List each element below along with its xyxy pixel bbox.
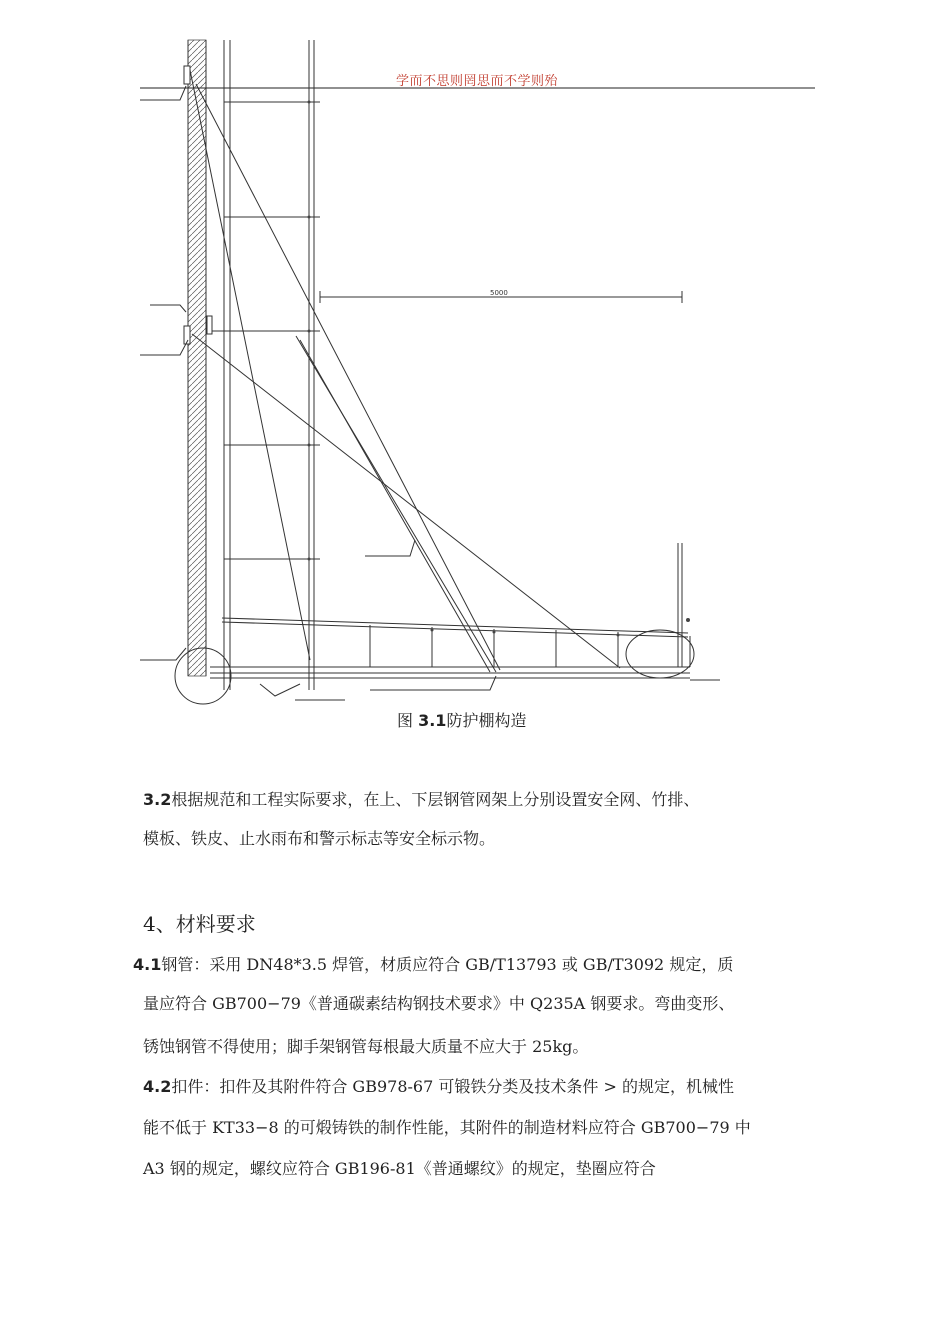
paragraph-3-2-line-2: 模板、铁皮、止水雨布和警示标志等安全标示物。 (143, 829, 496, 848)
paragraph-4-2-line-2: 能不低于 KT33−8 的可煅铸铁的制作性能，其附件的制造材料应符合 GB700−79 中 (143, 1118, 751, 1137)
paragraph-4-1-line-2: 量应符合 GB700−79《普通碳素结构钢技术要求》中 Q235A 钢要求。弯曲变形、 (143, 994, 735, 1013)
figure-caption-number: 3.1 (418, 711, 447, 730)
section-number: 3.2 (143, 790, 172, 809)
paragraph-4-1-line-3: 锈蚀钢管不得使用；脚手架钢管每根最大质量不应大于 25kg。 (143, 1037, 589, 1056)
section-heading-4: 4、材料要求 (143, 912, 256, 936)
section-number: 4.2 (143, 1077, 172, 1096)
dimension-label: 5000 (490, 289, 508, 297)
figure-caption (397, 708, 526, 731)
paragraph-4-1-line-1: 4.1钢管：采用 DN48*3.5 焊管，材质应符合 GB/T13793 或 GB/T3092 规定，质 (133, 955, 734, 974)
figure-caption-prefix: 图 (397, 711, 419, 730)
section-number: 4.1 (133, 955, 162, 974)
watermark-text: 学而不思则罔思而不学则殆 (396, 74, 559, 89)
figure-caption-text: 防护棚构造 (446, 711, 527, 730)
paragraph-4-2-line-1: 4.2扣件：扣件及其附件符合 GB978-67 可锻铁分类及技术条件 > 的规定，机械性 (143, 1077, 734, 1096)
paragraph-4-2-line-3: A3 钢的规定，螺纹应符合 GB196-81《普通螺纹》的规定，垫圈应符合 (143, 1159, 656, 1178)
paragraph-3-2-line-1: 3.2根据规范和工程实际要求，在上、下层钢管网架上分别设置安全网、竹排、 (143, 790, 700, 809)
